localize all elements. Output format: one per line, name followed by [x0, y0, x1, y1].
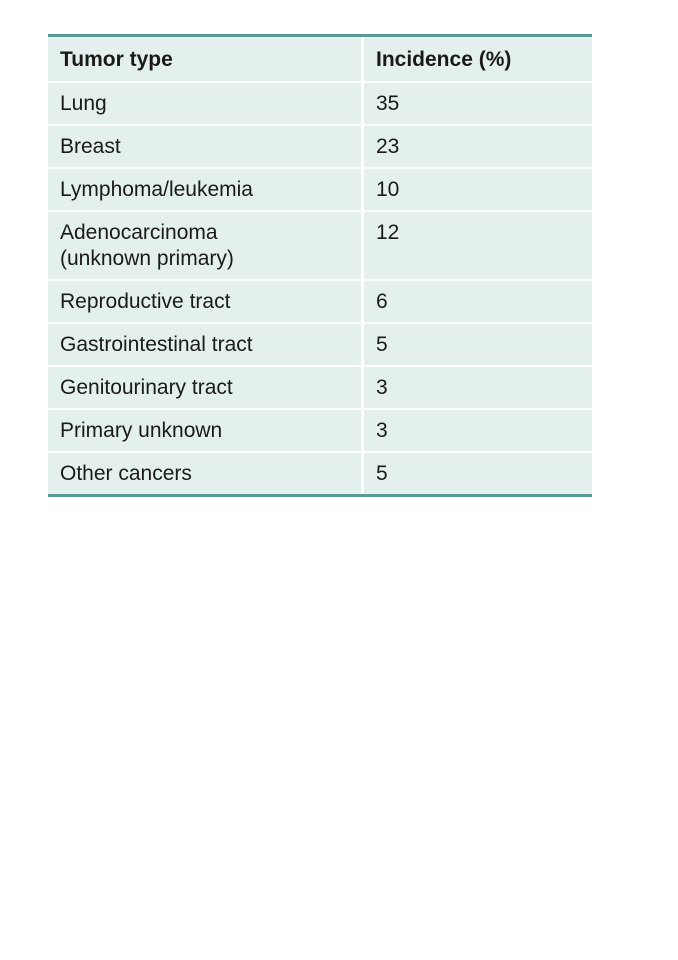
table-row: [48, 453, 592, 494]
cell-tumor-type: [48, 324, 364, 367]
tumor-type-text: Genitourinary tract: [60, 376, 233, 399]
header-tumor-type: Tumor type: [48, 37, 364, 83]
table-row: [48, 83, 592, 126]
table-row: [48, 367, 592, 410]
cell-tumor-type: [48, 453, 364, 494]
cell-incidence: 3: [364, 367, 592, 410]
header-incidence: Incidence (%): [364, 37, 592, 83]
cell-incidence: 6: [364, 281, 592, 324]
tumor-type-text: Lung: [60, 92, 107, 115]
cell-incidence: 35: [364, 83, 592, 126]
cell-incidence: 5: [364, 453, 592, 494]
table-row: [48, 324, 592, 367]
cell-tumor-type: [48, 212, 364, 281]
tumor-type-text: Adenocarcinoma (unknown primary): [60, 221, 234, 270]
cell-incidence: 23: [364, 126, 592, 169]
table-row: [48, 169, 592, 212]
table-row: [48, 212, 592, 281]
cell-tumor-type: [48, 367, 364, 410]
cell-tumor-type: [48, 281, 364, 324]
tumor-type-text: Breast: [60, 135, 121, 158]
cell-tumor-type: [48, 83, 364, 126]
cell-incidence: 12: [364, 212, 592, 281]
incidence-table: [48, 37, 592, 494]
tumor-type-text: Reproductive tract: [60, 290, 231, 313]
incidence-table-container: [48, 34, 592, 497]
cell-tumor-type: [48, 169, 364, 212]
tumor-type-text: Primary unknown: [60, 419, 223, 442]
tumor-type-text: Gastrointestinal tract: [60, 333, 253, 356]
table-row: [48, 281, 592, 324]
tumor-type-text: Lymphoma/leukemia: [60, 178, 253, 201]
table-bottom-rule: [48, 494, 592, 497]
tumor-type-text: Other cancers: [60, 462, 192, 485]
cell-tumor-type: [48, 126, 364, 169]
cell-tumor-type: [48, 410, 364, 453]
table-row: [48, 410, 592, 453]
cell-incidence: 5: [364, 324, 592, 367]
cell-incidence: 3: [364, 410, 592, 453]
cell-incidence: 10: [364, 169, 592, 212]
table-row: [48, 126, 592, 169]
table-header-row: [48, 37, 592, 83]
